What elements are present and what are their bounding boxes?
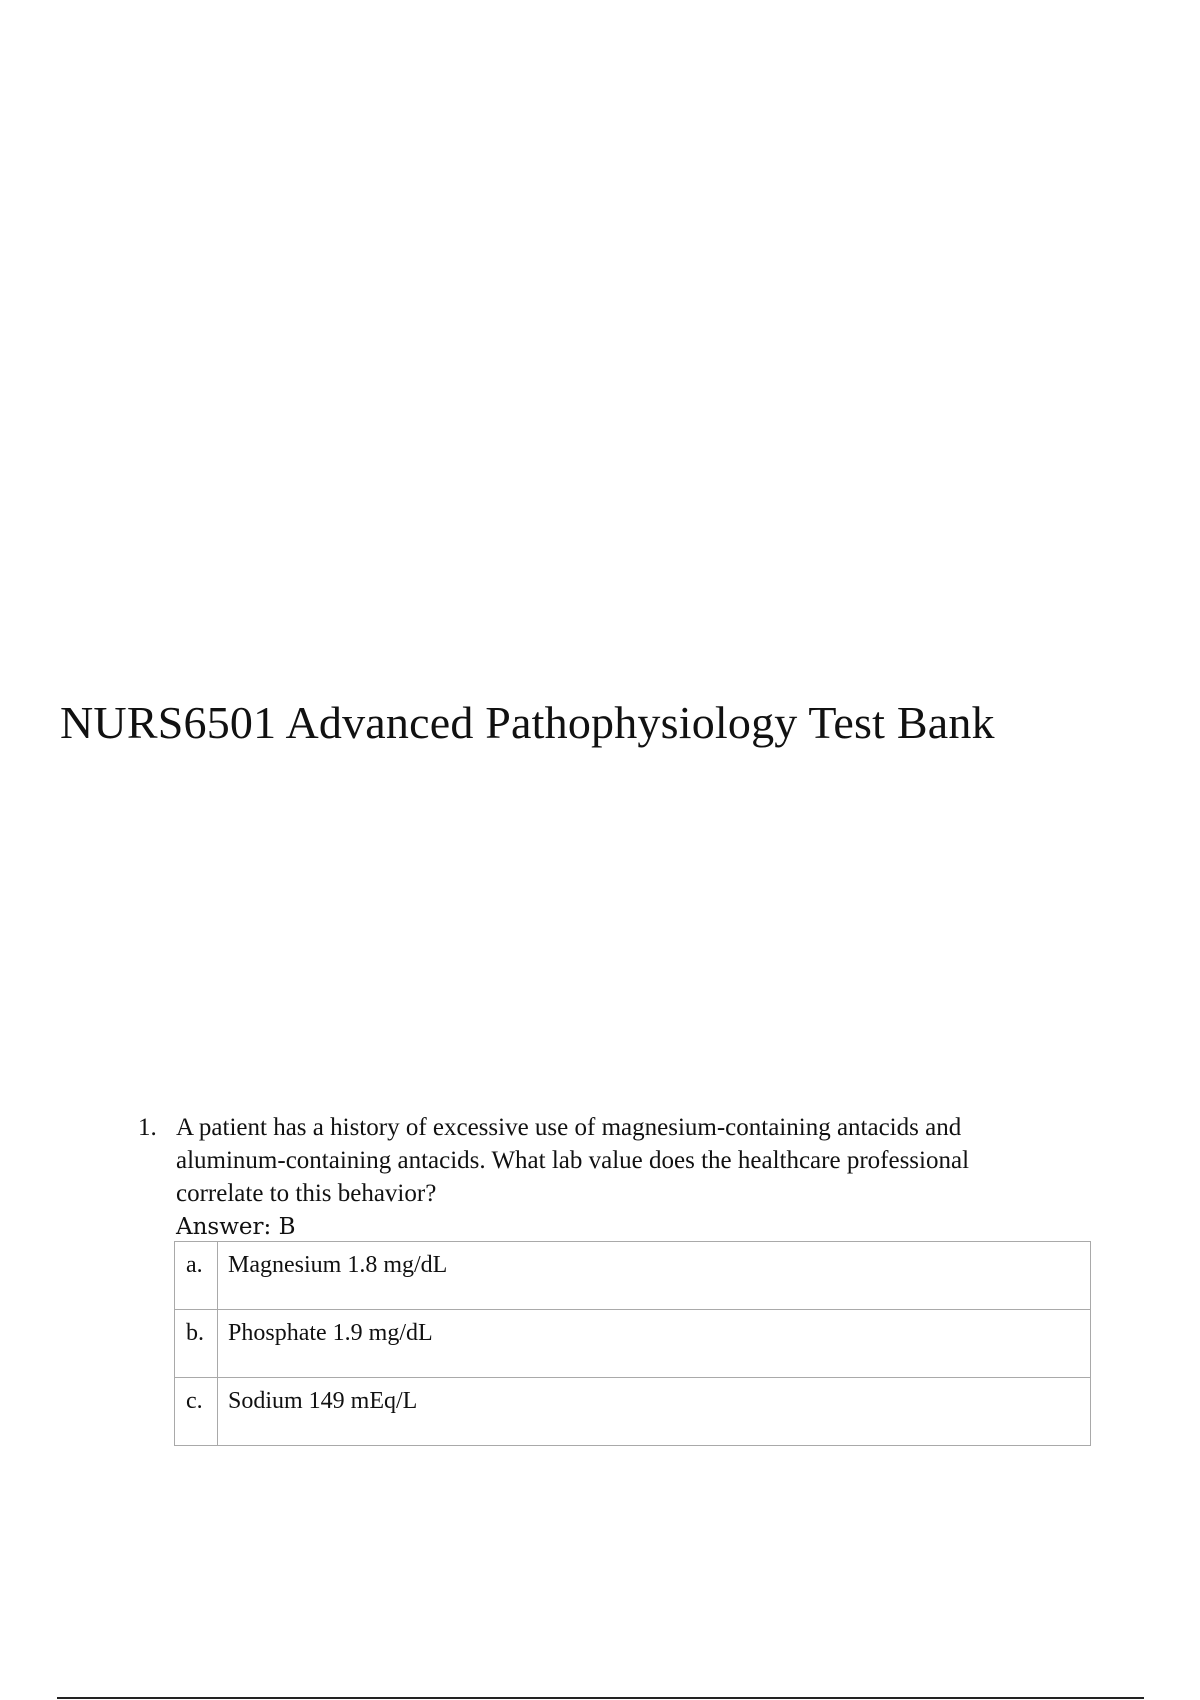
choice-row — [175, 1378, 1091, 1446]
question-number: 1. — [138, 1114, 157, 1141]
choice-letter: a. — [175, 1242, 218, 1310]
document-title: NURS6501 Advanced Pathophysiology Test Bank — [60, 697, 995, 748]
choice-text: Sodium 149 mEq/L — [218, 1378, 1091, 1446]
choice-row — [175, 1242, 1091, 1310]
choice-text: Phosphate 1.9 mg/dL — [218, 1310, 1091, 1378]
footer-divider — [57, 1697, 1144, 1699]
answer-choices-table — [174, 1241, 1091, 1446]
choice-letter: b. — [175, 1310, 218, 1378]
question-text: A patient has a history of excessive use of magnesium-containing antacids and aluminum-containing antacids. What lab value does the healthcare professional correlate to this behavior? — [176, 1114, 970, 1207]
choice-row — [175, 1310, 1091, 1378]
choice-text: Magnesium 1.8 mg/dL — [218, 1242, 1091, 1310]
choice-letter: c. — [175, 1378, 218, 1446]
answer-key: Answer: B — [176, 1214, 296, 1240]
